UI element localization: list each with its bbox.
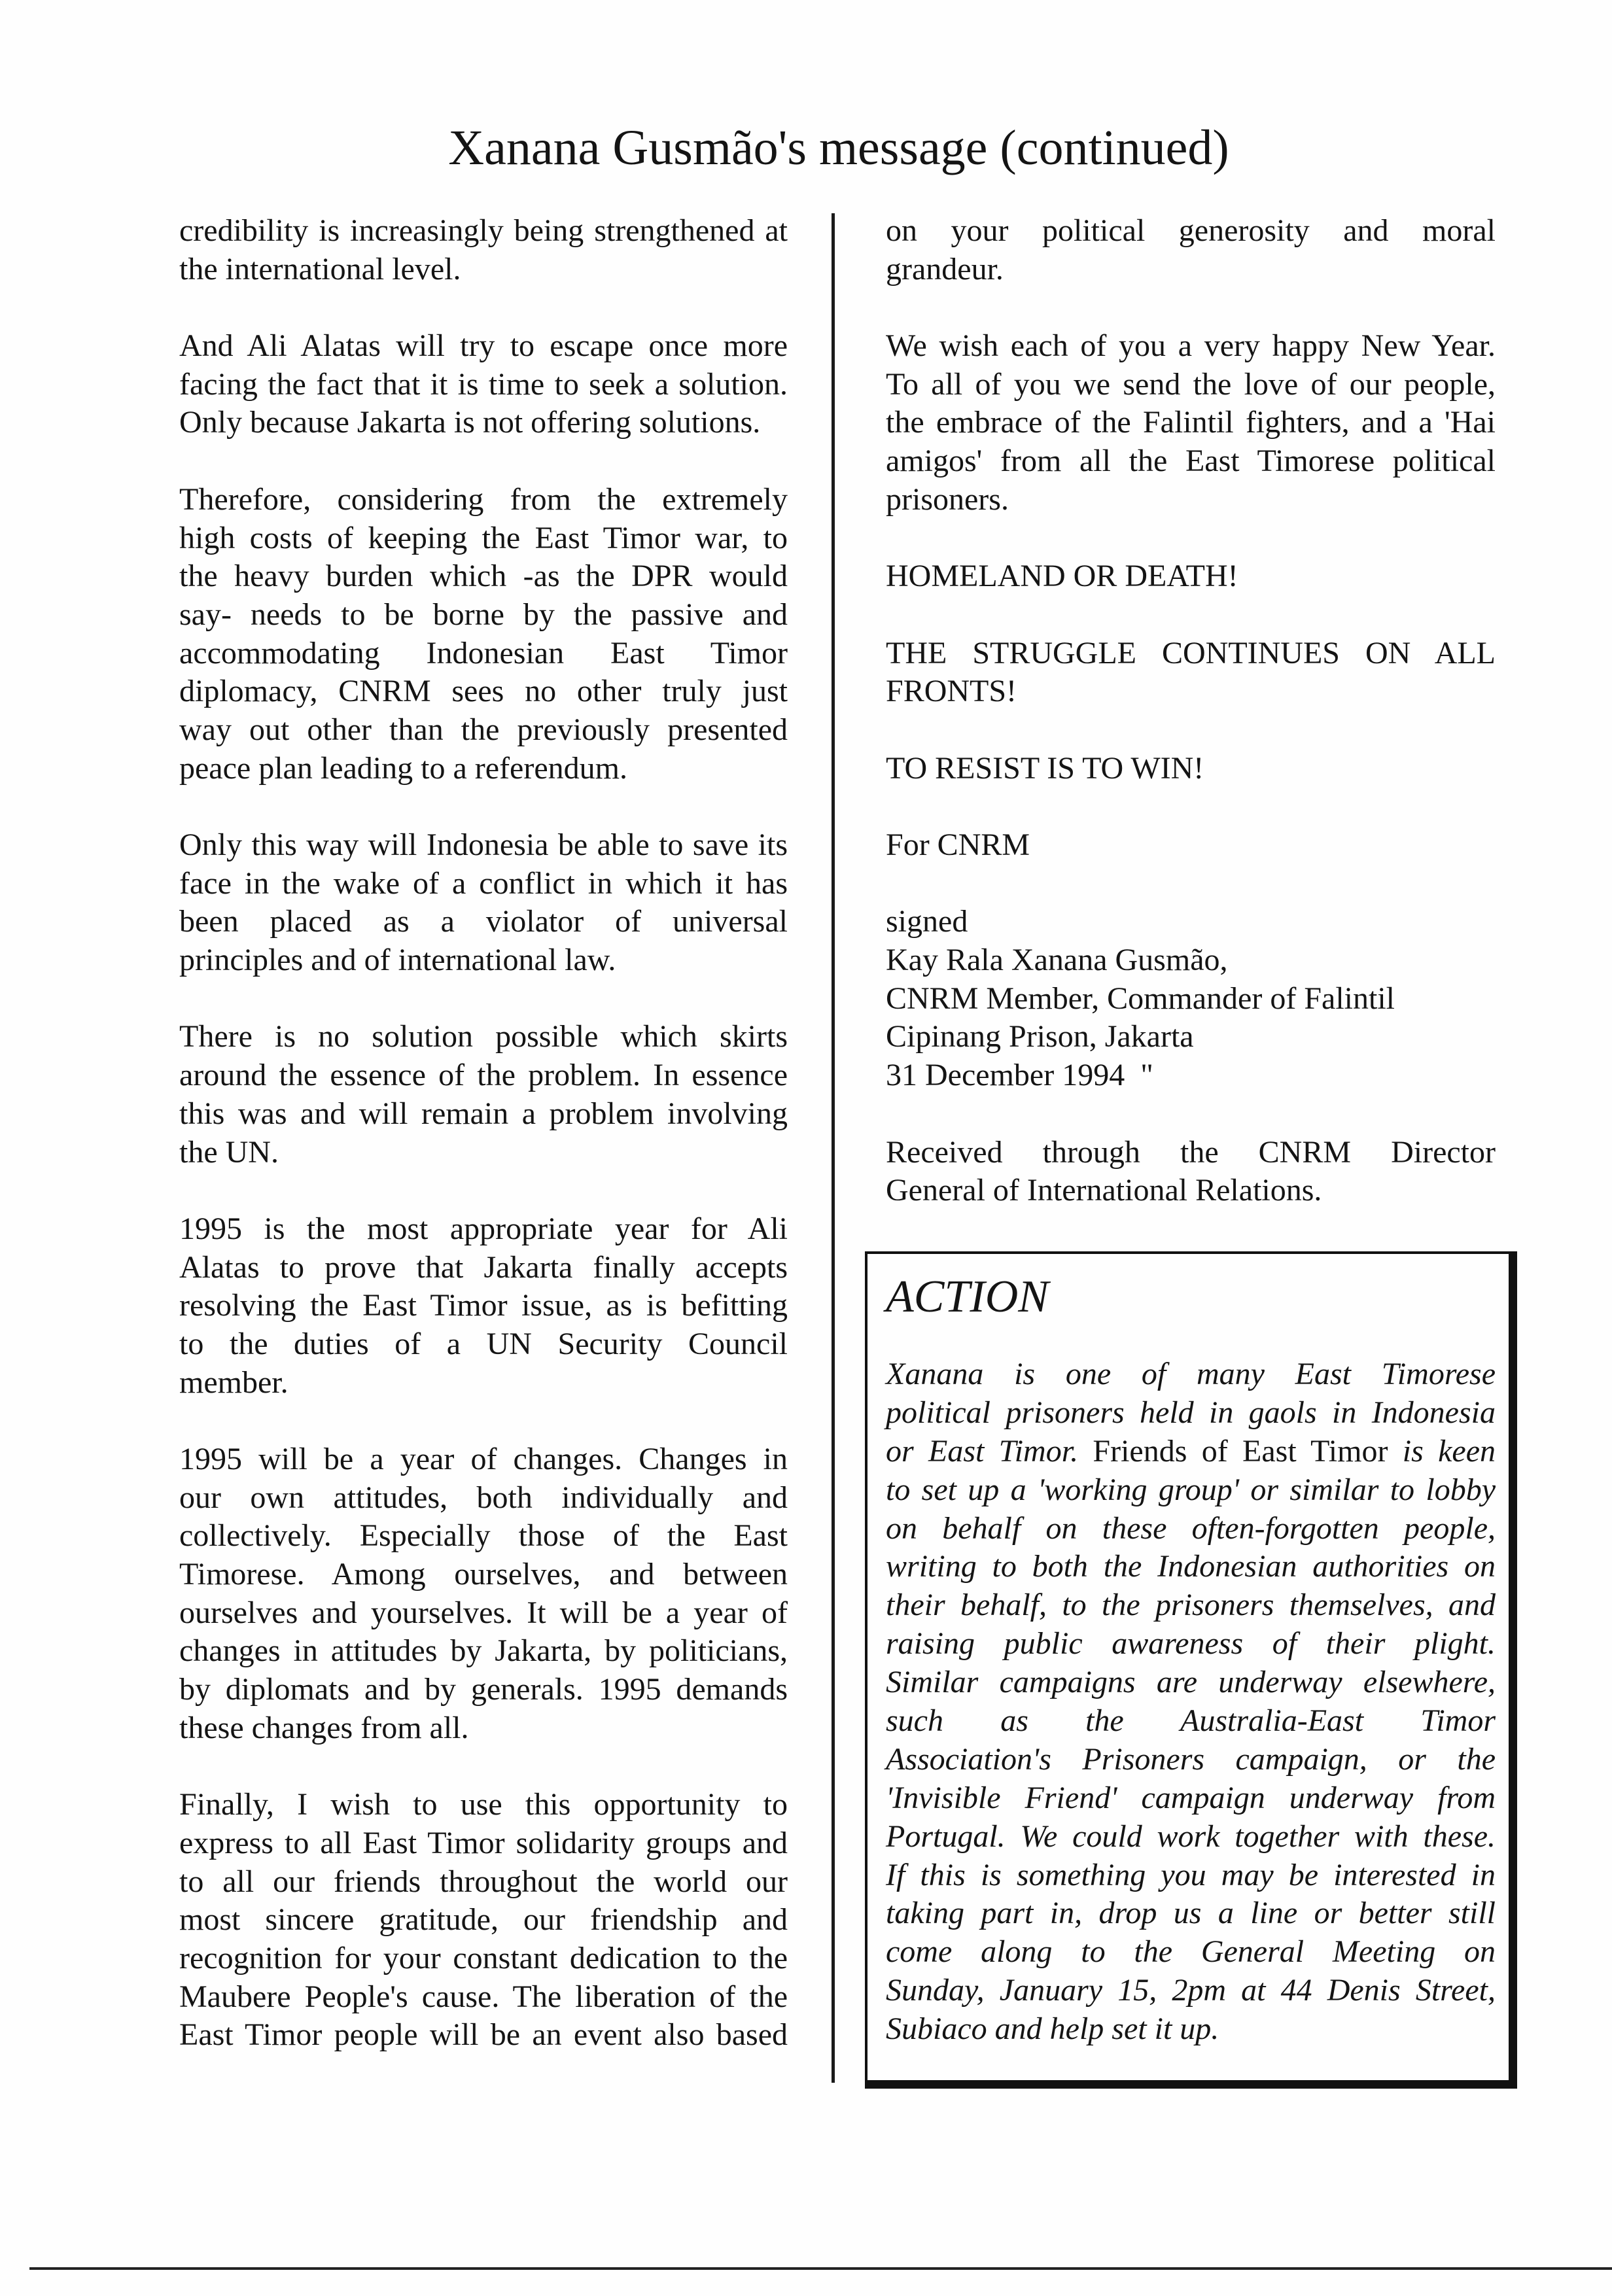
text-line: the embrace of the Falintil fighters, and a 'Hai	[886, 405, 1496, 440]
text-line: by diplomats and by generals. 1995 demands	[179, 1672, 788, 1707]
left-column	[179, 212, 788, 2093]
text-line: face in the wake of a conflict in which it has	[179, 865, 788, 901]
signature-line: Kay Rala Xanana Gusmão,	[886, 943, 1228, 978]
text-line: member.	[179, 1365, 289, 1400]
text-line: TO RESIST IS TO WIN!	[886, 750, 1204, 786]
paragraph	[886, 1134, 1496, 1210]
text-line: General of International Relations.	[886, 1173, 1322, 1208]
text-line: writing to both the Indonesian authorities on	[886, 1549, 1496, 1584]
text-line: to all our friends throughout the world our	[179, 1864, 788, 1899]
text-line: 1995 is the most appropriate year for Ali	[179, 1211, 788, 1246]
text-line: Only this way will Indonesia be able to save its	[179, 827, 788, 862]
text-line: around the essence of the problem. In essence	[179, 1058, 788, 1093]
text-line: For CNRM	[886, 827, 1030, 862]
text-line: prisoners.	[886, 481, 1009, 517]
signature-line: CNRM Member, Commander of Falintil	[886, 981, 1395, 1016]
paragraph	[179, 481, 788, 788]
column-divider	[832, 213, 835, 2083]
signature-line: signed	[886, 904, 968, 939]
text-line: HOMELAND OR DEATH!	[886, 559, 1238, 594]
text-line: the heavy burden which -as the DPR would	[179, 559, 788, 594]
text-line	[886, 1433, 1496, 1471]
page-title: Xanana Gusmão's message (continued)	[448, 120, 1229, 175]
text-line: East Timor people will be an event also based	[179, 2017, 788, 2053]
text-line: way out other than the previously presented	[179, 712, 788, 747]
text-line: Received through the CNRM Director	[886, 1134, 1496, 1170]
paragraph	[179, 327, 788, 442]
text-line: ourselves and yourselves. It will be a year of	[179, 1595, 788, 1630]
action-heading: ACTION	[886, 1272, 1049, 1322]
signature-line: 31 December 1994 "	[886, 1058, 1153, 1093]
text-line: changes in attitudes by Jakarta, by politicians,	[179, 1633, 788, 1669]
text-line: Therefore, considering from the extremely	[179, 481, 788, 517]
text-line: raising public awareness of their plight.	[886, 1626, 1496, 1661]
signature-block	[886, 903, 1496, 1094]
footer-rule	[29, 2267, 1612, 2270]
text-line: collectively. Especially those of the East	[179, 1518, 788, 1554]
text-line: to set up a 'working group' or similar to lobby	[886, 1472, 1496, 1507]
text-line: on your political generosity and moral	[886, 213, 1496, 248]
action-body	[886, 1355, 1496, 2049]
text-line: political prisoners held in gaols in Indonesia	[886, 1395, 1496, 1430]
text-line: the international level.	[179, 251, 461, 287]
text-line: Association's Prisoners campaign, or the	[886, 1741, 1496, 1777]
text-line: We wish each of you a very happy New Year.	[886, 328, 1496, 364]
paragraph	[179, 826, 788, 980]
text-line: principles and of international law.	[179, 943, 616, 978]
text-line: facing the fact that it is time to seek a solution.	[179, 366, 788, 402]
text-line: 'Invisible Friend' campaign underway from	[886, 1780, 1496, 1815]
text-line: THE STRUGGLE CONTINUES ON ALL	[886, 635, 1496, 670]
text-line: most sincere gratitude, our friendship and	[179, 1902, 788, 1938]
text-line: credibility is increasingly being strengthened at	[179, 213, 788, 248]
text-line: this was and will remain a problem involving	[179, 1096, 788, 1131]
text-line: Alatas to prove that Jakarta finally accepts	[179, 1249, 788, 1285]
text-line: our own attitudes, both individually and	[179, 1480, 788, 1515]
text-line: 1995 will be a year of changes. Changes in	[179, 1442, 788, 1476]
text-line: high costs of keeping the East Timor war, to	[179, 520, 788, 555]
text-line: peace plan leading to a referendum.	[179, 750, 627, 786]
text-line: Only because Jakarta is not offering solutions.	[179, 405, 761, 440]
paragraph	[179, 1210, 788, 1402]
text-line: Similar campaigns are underway elsewhere,	[886, 1665, 1496, 1700]
text-line: Timorese. Among ourselves, and between	[179, 1557, 788, 1592]
text-line: grandeur.	[886, 251, 1004, 287]
text-line: amigos' from all the East Timorese political	[886, 444, 1496, 479]
paragraph	[886, 826, 1496, 865]
paragraph	[886, 327, 1496, 519]
text-line: Subiaco and help set it up.	[886, 2011, 1219, 2047]
text-line: Finally, I wish to use this opportunity to	[179, 1787, 788, 1822]
text-line: recognition for your constant dedication to the	[179, 1940, 788, 1975]
text-line: express to all East Timor solidarity groups and	[179, 1825, 788, 1860]
right-column	[886, 212, 1496, 1249]
text-line: There is no solution possible which skirts	[179, 1019, 788, 1054]
text-line: If this is something you may be interested in	[886, 1857, 1496, 1892]
slogan	[886, 635, 1496, 711]
text-line: diplomacy, CNRM sees no other truly just	[179, 674, 788, 709]
text-line: Xanana is one of many East Timorese	[886, 1357, 1496, 1391]
text-line: been placed as a violator of universal	[179, 904, 788, 939]
paragraph	[179, 1786, 788, 2055]
text-line: their behalf, to the prisoners themselves, and	[886, 1588, 1496, 1623]
text-line: To all of you we send the love of our people,	[886, 366, 1496, 402]
text-line: come along to the General Meeting on	[886, 1934, 1496, 1970]
text-line: to the duties of a UN Security Council	[179, 1326, 788, 1361]
slogan	[886, 750, 1496, 788]
text-line: these changes from all.	[179, 1710, 469, 1745]
paragraph	[886, 212, 1496, 288]
paragraph	[179, 1018, 788, 1172]
paragraph	[179, 212, 788, 288]
text-line: taking part in, drop us a line or better still	[886, 1896, 1496, 1931]
slogan	[886, 557, 1496, 596]
text-line: resolving the East Timor issue, as is befitting	[179, 1288, 788, 1323]
text-line: Maubere People's cause. The liberation of the	[179, 1979, 788, 2014]
text-line: accommodating Indonesian East Timor	[179, 635, 788, 670]
text-line: Sunday, January 15, 2pm at 44 Denis Street,	[886, 1973, 1496, 2008]
signature-line: Cipinang Prison, Jakarta	[886, 1019, 1194, 1054]
organisation-name: Friends of East Timor	[1093, 1433, 1388, 1469]
text-line: Portugal. We could work together with these.	[886, 1818, 1496, 1854]
text-line: such as the Australia-East Timor	[886, 1703, 1496, 1739]
text-segment: or East Timor.	[886, 1433, 1079, 1469]
text-line: on behalf on these often-forgotten people,	[886, 1510, 1496, 1546]
text-line: the UN.	[179, 1134, 279, 1170]
text-segment: is keen	[1402, 1433, 1496, 1469]
text-line: And Ali Alatas will try to escape once more	[179, 328, 788, 364]
paragraph	[179, 1440, 788, 1748]
text-line: say- needs to be borne by the passive and	[179, 597, 788, 632]
text-line: FRONTS!	[886, 674, 1017, 709]
